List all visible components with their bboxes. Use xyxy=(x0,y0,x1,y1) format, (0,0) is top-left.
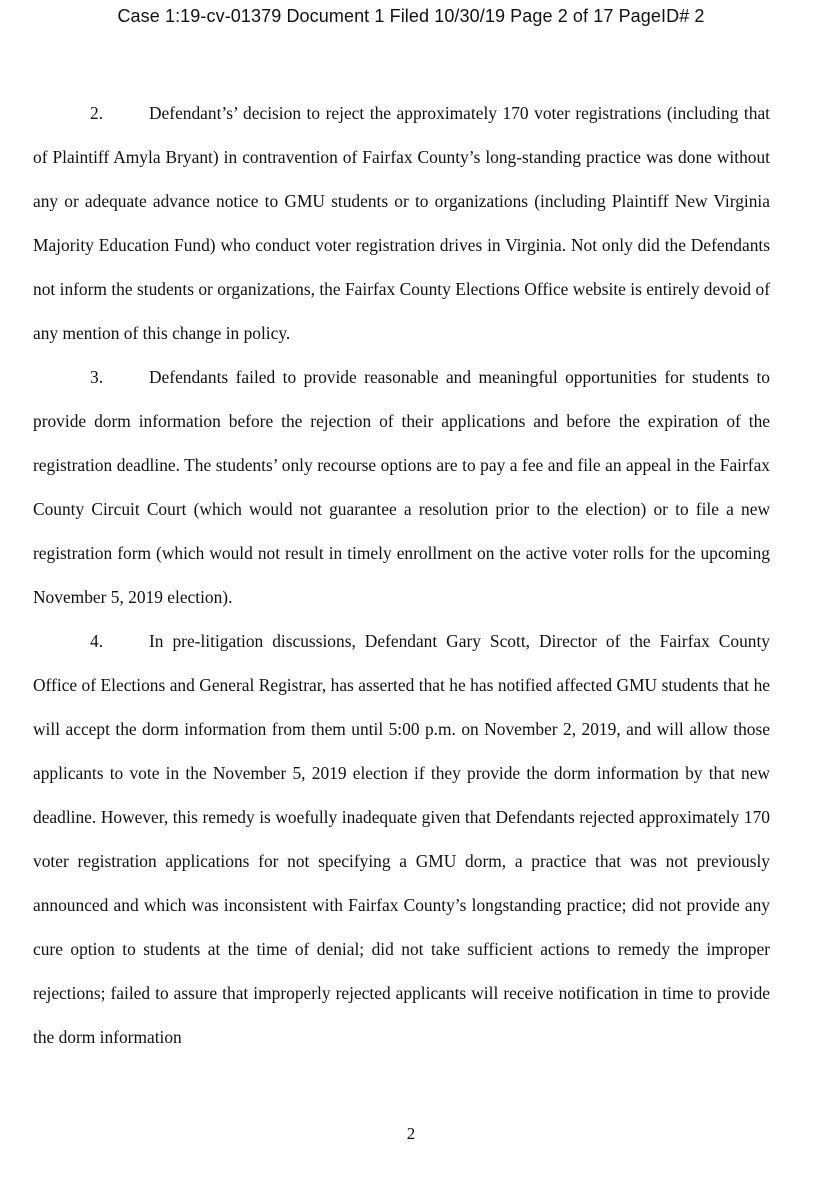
document-body xyxy=(33,91,770,1059)
paragraph-4 xyxy=(33,619,770,1059)
paragraph-text: Defendant’s’ decision to reject the approximately 170 voter registrations (including that of Plaintiff Amyla Bryant) in contravention of Fairfax County’s long-standing practice was done without any or adequate advance notice to GMU students or to organizations (including Plaintiff New Virginia Majority Education Fund) who conduct voter registration drives in Virginia. Not only did the Defendants not inform the students or organizations, the Fairfax County Elections Office website is entirely devoid of any mention of this change in policy. xyxy=(33,103,770,343)
paragraph-text: Defendants failed to provide reasonable and meaningful opportunities for students to provide dorm information before the rejection of their applications and before the expiration of the registration deadline. The students’ only recourse options are to pay a fee and file an appeal in the Fairfax County Circuit Court (which would not guarantee a resolution prior to the election) or to file a new registration form (which would not result in timely enrollment on the active voter rolls for the upcoming November 5, 2019 election). xyxy=(33,367,770,607)
paragraph-number: 3. xyxy=(90,367,104,387)
paragraph-2 xyxy=(33,91,770,355)
page-number: 2 xyxy=(406,1124,416,1143)
court-filing-header: Case 1:19-cv-01379 Document 1 Filed 10/30/19 Page 2 of 17 PageID# 2 xyxy=(117,6,705,26)
paragraph-number: 2. xyxy=(90,103,104,123)
paragraph-number: 4. xyxy=(90,631,104,651)
paragraph-text: In pre-litigation discussions, Defendant Gary Scott, Director of the Fairfax County Office of Elections and General Registrar, has asserted that he has notified affected GMU students that he will accept the dorm information from them until 5:00 p.m. on November 2, 2019, and will allow those applicants to vote in the November 5, 2019 election if they provide the dorm information by that new deadline. However, this remedy is woefully inadequate given that Defendants rejected approximately 170 voter registration applications for not specifying a GMU dorm, a practice that was not previously announced and which was inconsistent with Fairfax County’s longstanding practice; did not provide any cure option to students at the time of denial; did not take sufficient actions to remedy the improper rejections; failed to assure that improperly rejected applicants will receive notification in time to provide the dorm information xyxy=(33,631,770,1047)
paragraph-3 xyxy=(33,355,770,619)
